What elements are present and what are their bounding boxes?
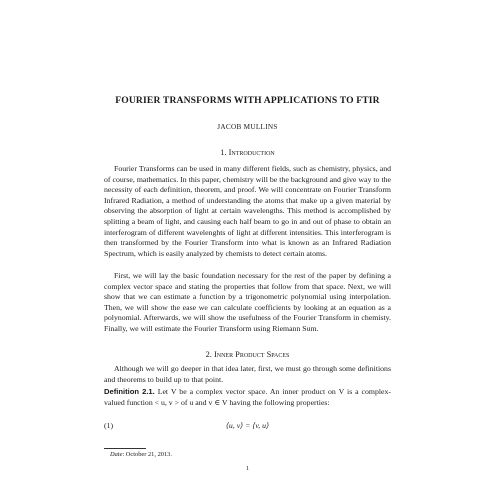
section-heading-introduction: 1. Introduction — [220, 148, 275, 157]
footnote-text: : October 21, 2013. — [122, 451, 172, 458]
intro-paragraph-1: Fourier Transforms can be used in many different fields, such as chemistry, physics, and of course, mathematics. In this paper, chemistry will be the background and give way to the necessity of each definition, theorem, and proof. We will concentrate on Fourier Transform Infrared Radiation, a method of understanding the atoms that make up a given material by observing the absorption of light at certain wavelengths. This method is accomplished by splitting a beam of light, and causing each half beam to go in and out of phase to obtain an interferogram of different wavelenghts of light at different intensities. This interferogram is then transformed by the Fourier Transform into what is known as an Infrared Radiation Spectrum, which is easily analyzed by chemists to detect certain atoms. — [104, 164, 391, 258]
author-name: JACOB MULLINS — [217, 123, 278, 131]
equation: ⟨u, v⟩ = ⟨v, u⟩ — [225, 421, 270, 430]
page-number: 1 — [245, 465, 250, 472]
footnote-label: Date — [110, 451, 123, 458]
definition-block — [104, 387, 391, 408]
intro-paragraph-2: First, we will lay the basic foundation necessary for the rest of the paper by defining a complex vector space and stating the properties that follow from that space. Next, we will show that we can estimate a function by a trigonometric polynomial using interpolation. Then, we will show the ease we can calculate coefficients by looking at an equation as a polynomial. Afterwards, we will show the usefulness of the Fourier Transform in chemisty. Finally, we will estimate the Fourier Transform using Riemann Sum. — [104, 271, 391, 333]
definition-label: Definition 2.1. — [104, 387, 155, 396]
inner-product-paragraph: Although we will go deeper in that idea later, first, we must go through some definitions and theorems to build up to that point. — [104, 364, 391, 384]
section-heading-inner-product-spaces: 2. Inner Product Spaces — [205, 350, 290, 359]
equation-row — [104, 421, 391, 432]
paper-title: FOURIER TRANSFORMS WITH APPLICATIONS TO FTIR — [115, 95, 380, 106]
definition-text: Let V be a complex vector space. An inner product on V is a complex-valued function < u, v > of u and v ∈ V having the following properties: — [104, 387, 391, 407]
equation-number: (1) — [104, 421, 114, 430]
footnote — [110, 451, 172, 458]
footnote-rule — [104, 448, 146, 449]
